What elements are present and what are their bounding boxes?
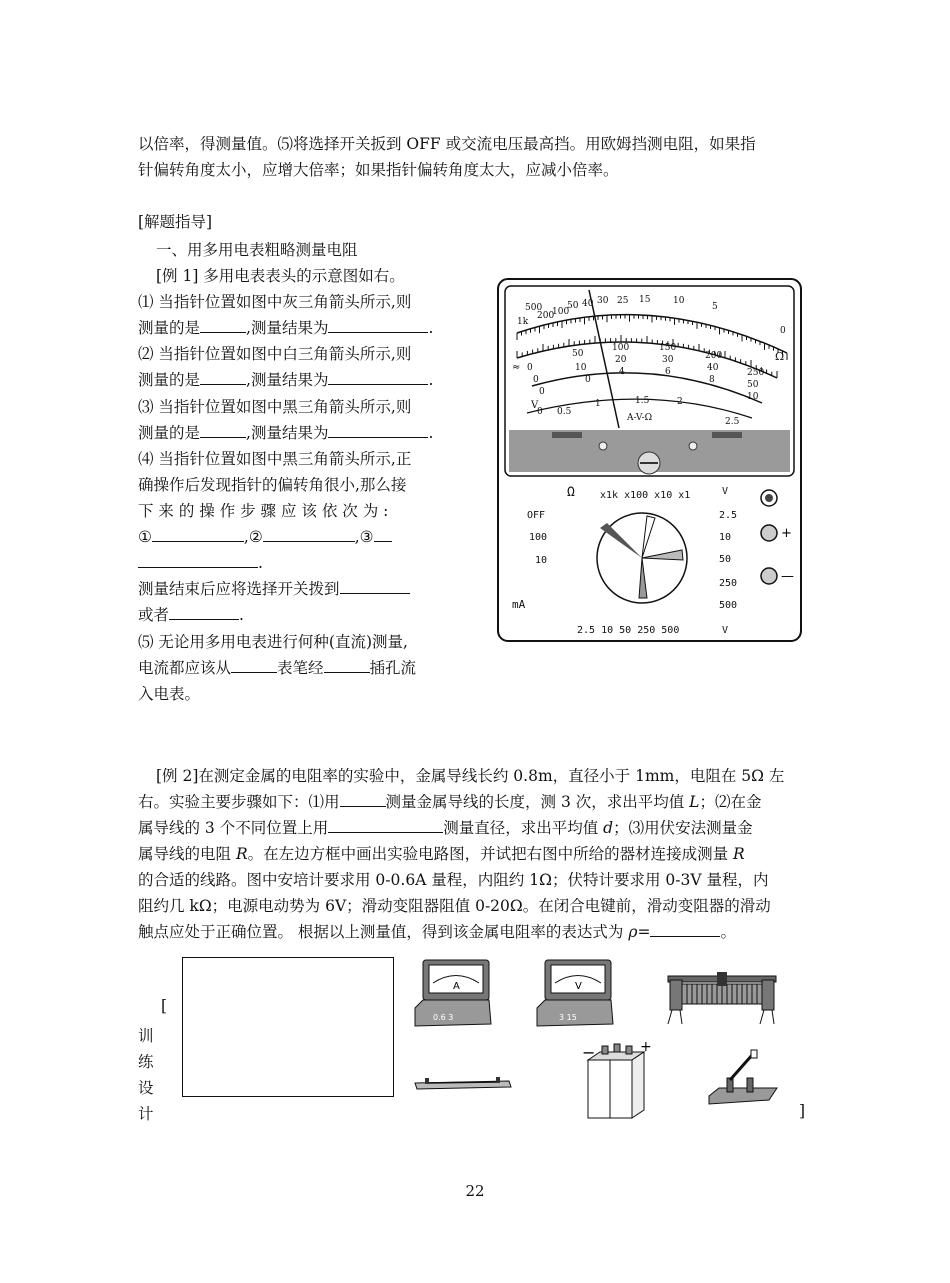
scale-label: 20 xyxy=(615,355,627,365)
q5-line-a: ⑸ 无论用多用电表进行何种(直流)测量, xyxy=(138,633,408,651)
ammeter-terminals: 0.6 3 xyxy=(433,1013,454,1022)
minus-terminal[interactable] xyxy=(761,568,777,584)
training-bracket-close: ] xyxy=(799,1102,806,1120)
voltmeter-image xyxy=(535,958,615,1030)
scale-label: 100 xyxy=(552,307,570,317)
q4-blank-3-cont[interactable] xyxy=(138,551,258,568)
q4-line-c: 下 来 的 操 作 步 骤 应 该 依 次 为 : xyxy=(138,502,389,520)
scale-label: 2 xyxy=(677,397,683,407)
q5-blank-2[interactable] xyxy=(324,656,370,673)
q1-blank-1[interactable] xyxy=(200,316,246,333)
q4-line-g: 或者 . xyxy=(138,602,244,628)
ohm-range-label: Ω xyxy=(567,485,575,500)
section-title: [解题指导] xyxy=(138,213,213,231)
ammeter-letter: A xyxy=(453,981,460,992)
ac-v-label: V xyxy=(722,486,729,497)
scale-label: 50 xyxy=(572,349,584,359)
circuit-drawing-box[interactable] xyxy=(182,957,394,1097)
q1-line-b: 测量的是 ,测量结果为 . xyxy=(138,315,433,341)
example2-line-2: 右。实验主要步骤如下：⑴用 测量金属导线的长度，测 3 次，求出平均值 L；⑵在金 xyxy=(138,789,761,815)
voltmeter-letter: V xyxy=(575,981,582,992)
plus-label: + xyxy=(781,526,792,541)
switch-lever[interactable] xyxy=(730,1054,753,1080)
example2-line-4: 属导线的电阻 R。在左边方框中画出实验电路图，并试把右图中所给的器材连接成测量 R xyxy=(138,845,745,863)
scale-label: 6 xyxy=(665,367,671,377)
q2-line-b: 测量的是 ,测量结果为 . xyxy=(138,367,433,393)
scale-label: 200 xyxy=(537,311,555,321)
ex2-blank-2[interactable] xyxy=(328,816,443,833)
q1-line-a: ⑴ 当指针位置如图中灰三角箭头所示,则 xyxy=(138,293,412,311)
q5-blank-1[interactable] xyxy=(231,656,277,673)
v-tick: 250 xyxy=(719,578,738,589)
q2-blank-2[interactable] xyxy=(328,368,428,385)
battery-image xyxy=(580,1038,654,1120)
ammeter-image xyxy=(413,958,493,1030)
q3-blank-1[interactable] xyxy=(200,421,246,438)
scale-label: 1.5 xyxy=(635,396,650,406)
multimeter-illustration xyxy=(497,278,802,642)
scale-label: 0 xyxy=(585,375,591,385)
scale-label: 2.5 xyxy=(725,417,740,427)
ma-tick: 100 xyxy=(529,532,548,543)
switch-image xyxy=(707,1048,779,1110)
battery-plus: + xyxy=(640,1039,652,1055)
scale-label: 50 xyxy=(747,380,759,390)
v-label: V xyxy=(531,400,539,411)
scale-label: 30 xyxy=(597,296,609,306)
scale-label: 8 xyxy=(709,375,715,385)
example2-line-3: 属导线的 3 个不同位置上用 测量直径，求出平均值 d；⑶用伏安法测量金 xyxy=(138,815,753,841)
scale-label: 40 xyxy=(582,299,594,309)
q1-blank-2[interactable] xyxy=(328,316,428,333)
q3-line-a: ⑶ 当指针位置如图中黑三角箭头所示,则 xyxy=(138,398,412,416)
training-char: 训 xyxy=(138,1027,154,1045)
scale-label: 10 xyxy=(575,363,587,373)
q4-line-e: . xyxy=(138,550,263,576)
ex2-blank-1[interactable] xyxy=(340,790,386,807)
q4-line-d: ① ,② ,③ xyxy=(138,524,392,550)
scale-label: 100 xyxy=(612,343,630,353)
scale-label: 4 xyxy=(619,367,625,377)
scale-label: 0 xyxy=(533,375,539,385)
scale-label: 40 xyxy=(707,363,719,373)
section-subtitle: 一、用多用电表粗略测量电阻 xyxy=(156,241,358,259)
scale-label: 5 xyxy=(712,302,718,312)
dcv-label: V xyxy=(722,625,729,636)
v-tick: 10 xyxy=(719,532,732,543)
q4-blank-2[interactable] xyxy=(263,525,355,542)
plus-terminal[interactable] xyxy=(761,525,777,541)
scale-label: 10 xyxy=(747,392,759,402)
example2-line-5: 的合适的线路。图中安培计要求用 0-0.6A 量程，内阻约 1Ω；伏特计要求用 0-3V 量程，内 xyxy=(138,871,769,889)
scale-label: 0 xyxy=(780,326,786,336)
q4-blank-5[interactable] xyxy=(169,603,239,620)
q4-line-f: 测量结束后应将选择开关拨到 xyxy=(138,576,410,602)
battery-minus: − xyxy=(582,1043,596,1062)
minus-label: — xyxy=(781,569,794,584)
off-label: OFF xyxy=(527,510,546,521)
q4-blank-3[interactable] xyxy=(374,525,392,542)
scale-label: 10 xyxy=(673,296,685,306)
scale-label: 15 xyxy=(639,295,651,305)
scale-label: 200 xyxy=(705,351,723,361)
example2-line-7: 触点应处于正确位置。 根据以上测量值，得到该金属电阻率的表达式为 ρ= 。 xyxy=(138,919,736,945)
q5-line-c: 入电表。 xyxy=(138,685,201,703)
scale-label: 1 xyxy=(595,399,601,409)
q2-line-a: ⑵ 当指针位置如图中白三角箭头所示,则 xyxy=(138,345,412,363)
training-bracket-open: [ xyxy=(161,997,168,1015)
example1-header: [例 1] 多用电表表头的示意图如右。 xyxy=(156,267,405,285)
scale-label: 50 xyxy=(567,301,579,311)
q4-line-b: 确操作后发现指针的偏转角很小,那么接 xyxy=(138,476,407,494)
rheostat-slider[interactable] xyxy=(717,972,727,986)
training-char: 设 xyxy=(138,1079,154,1097)
q3-line-b: 测量的是 ,测量结果为 . xyxy=(138,420,433,446)
scale-label: 250 xyxy=(747,368,765,378)
ma-label: mA xyxy=(512,598,526,611)
q4-line-a: ⑷ 当指针位置如图中黑三角箭头所示,正 xyxy=(138,450,412,468)
scale-label: 0.5 xyxy=(557,407,572,417)
scale-label: 25 xyxy=(617,296,629,306)
scale-label: 0 xyxy=(527,363,533,373)
example2-line-6: 阻约几 kΩ；电源电动势为 6V；滑动变阻器阻值 0-20Ω。在闭合电键前，滑动变阻器的滑动 xyxy=(138,897,771,915)
svg-text:≈: ≈ xyxy=(512,362,521,373)
scale-label: 30 xyxy=(662,355,674,365)
scale-label: 0 xyxy=(537,407,543,417)
example2-line-1: [例 2]在测定金属的电阻率的实验中，金属导线长约 0.8m，直径小于 1mm，电阻在 5Ω 左 xyxy=(156,767,785,785)
multiplier-labels: x1k x100 x10 x1 xyxy=(600,490,691,501)
unit-label: A-V-Ω xyxy=(627,413,653,423)
q2-blank-1[interactable] xyxy=(200,368,246,385)
scale-label: 150 xyxy=(659,343,677,353)
intro-line-2: 针偏转角度太小，应增大倍率；如果指针偏转角度太大，应减小倍率。 xyxy=(138,161,619,179)
q4-blank-1[interactable] xyxy=(152,525,244,542)
q3-blank-2[interactable] xyxy=(328,421,428,438)
dcv-ticks: 2.5 10 50 250 500 xyxy=(577,625,680,636)
scale-label: 1k xyxy=(517,317,529,327)
omega-symbol: Ω xyxy=(775,350,785,363)
v-tick: 500 xyxy=(719,600,738,611)
intro-line-1: 以倍率，得测量值。⑸将选择开关扳到 OFF 或交流电压最高挡。用欧姆挡测电阻，如果指 xyxy=(138,135,756,153)
v-tick: 2.5 xyxy=(719,510,738,521)
q5-line-b: 电流都应该从 表笔经 插孔流 xyxy=(138,655,416,681)
page-number: 22 xyxy=(465,1182,485,1200)
training-char: 计 xyxy=(138,1105,154,1123)
rheostat-image xyxy=(662,968,782,1028)
ma-tick: 10 xyxy=(535,555,548,566)
scale-label: 0 xyxy=(539,387,545,397)
training-char: 练 xyxy=(138,1053,154,1071)
voltmeter-terminals: 3 15 xyxy=(559,1013,577,1022)
v-tick: 50 xyxy=(719,554,732,565)
ex2-blank-3[interactable] xyxy=(650,920,720,937)
scale-label: 500 xyxy=(525,303,543,313)
metal-wire-image xyxy=(413,1073,513,1093)
q4-blank-4[interactable] xyxy=(340,577,410,594)
